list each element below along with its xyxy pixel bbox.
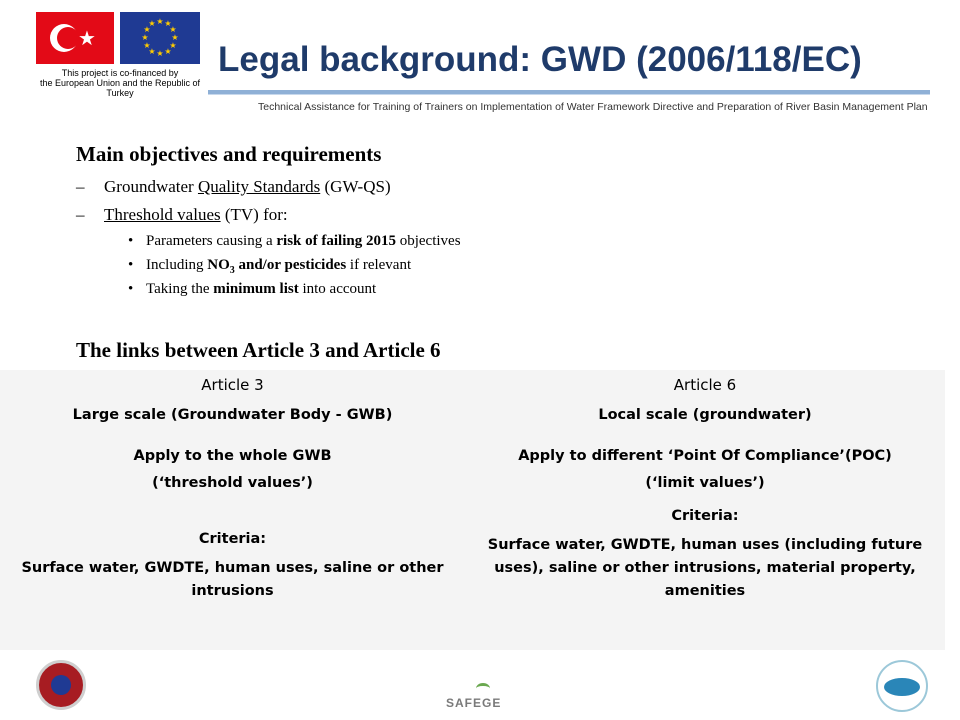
safege-logo-text: SAFEGE	[446, 696, 502, 710]
svg-text:★: ★	[143, 25, 151, 34]
objectives-heading: Main objectives and requirements	[76, 142, 382, 166]
article-3-scale: Large scale (Groundwater Body - GWB)	[72, 407, 393, 423]
article-comparison-table	[0, 370, 945, 650]
cofinance-line-1: This project is co-financed by	[61, 68, 179, 78]
svg-text:★: ★	[169, 41, 177, 50]
cofinance-line-2: the European Union and the Republic of Turkey	[39, 78, 201, 98]
svg-text:★: ★	[141, 33, 149, 42]
links-heading: The links between Article 3 and Article 6	[76, 338, 441, 362]
star-icon: ★	[78, 26, 96, 50]
svg-text:★: ★	[148, 19, 156, 28]
project-subtitle: Technical Assistance for Training of Trainers on Implementation of Water Framework Directive and Preparation of River Basin Management Plan	[258, 101, 928, 113]
article-3-criteria-label: Criteria:	[198, 531, 267, 547]
slide-title: Legal background: GWD (2006/118/EC)	[218, 40, 862, 79]
article-3-header: Article 3	[201, 376, 264, 394]
svg-text:★: ★	[164, 19, 172, 28]
article-3-column	[0, 370, 465, 650]
svg-text:★: ★	[148, 47, 156, 56]
article-6-scale: Local scale (groundwater)	[598, 407, 812, 423]
article-3-criteria-text: Surface water, GWDTE, human uses, saline or other intrusions	[21, 560, 444, 599]
bullet-item-risk: • Parameters causing a risk of failing 2015 objectives	[128, 233, 461, 249]
article-6-column	[465, 370, 945, 650]
article-6-criteria-text: Surface water, GWDTE, human uses (including future uses), saline or other intrusions, material property, amenities	[487, 537, 923, 599]
bullet-item-minimum-list: • Taking the minimum list into account	[128, 281, 377, 297]
cfcu-logo	[36, 660, 86, 710]
eu-stars-icon	[120, 12, 200, 64]
dash-item-gw-qs: – Groundwater Quality Standards (GW-QS)	[76, 177, 391, 196]
article-3-values: (‘threshold values’)	[152, 475, 313, 491]
article-3-apply: Apply to the whole GWB	[133, 448, 332, 464]
dash-item-threshold: – Threshold values (TV) for:	[76, 205, 288, 224]
eu-flag-logo	[120, 12, 200, 64]
article-6-apply: Apply to different ‘Point Of Compliance’(POC)	[518, 448, 892, 464]
safege-mark-icon	[476, 683, 490, 694]
svg-text:★: ★	[171, 33, 179, 42]
svg-text:★: ★	[156, 17, 164, 26]
article-6-header: Article 6	[673, 376, 737, 394]
quality-standards-link[interactable]: Quality Standards	[197, 177, 321, 196]
threshold-values-link[interactable]: Threshold values	[104, 205, 221, 224]
ministry-logo	[876, 660, 928, 712]
article-6-criteria-label: Criteria:	[671, 508, 739, 524]
svg-text:★: ★	[169, 25, 177, 34]
svg-text:★: ★	[143, 41, 151, 50]
svg-text:★: ★	[156, 49, 164, 58]
article-6-values: (‘limit values’)	[645, 475, 765, 491]
svg-text:★: ★	[164, 47, 172, 56]
bullet-item-no3: • Including $NO_3$ and/or pesticides if relevant	[128, 257, 412, 276]
turkey-flag-logo	[36, 12, 114, 64]
cofinance-note	[30, 68, 210, 98]
